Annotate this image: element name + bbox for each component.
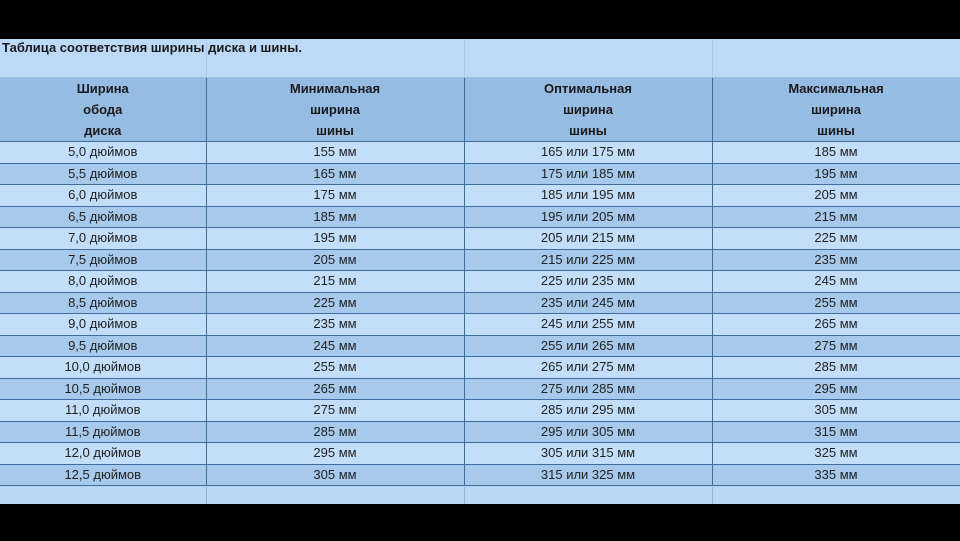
- empty-row: [0, 487, 960, 504]
- cell-max-width: 285 мм: [712, 357, 960, 379]
- table-row: [0, 206, 960, 228]
- table-row: [0, 271, 960, 293]
- title-row: [0, 39, 960, 78]
- cell-min-width: 235 мм: [206, 314, 464, 336]
- cell-optimal-width: 215 или 225 мм: [464, 249, 712, 271]
- cell-optimal-width: 235 или 245 мм: [464, 292, 712, 314]
- cell-rim-width: 11,0 дюймов: [0, 400, 206, 422]
- header-optimal-tire-width: Оптимальная ширина шины: [464, 78, 712, 142]
- header-row: [0, 78, 960, 142]
- table-row: [0, 228, 960, 250]
- cell-max-width: 225 мм: [712, 228, 960, 250]
- cell-rim-width: 9,0 дюймов: [0, 314, 206, 336]
- cell-min-width: 295 мм: [206, 443, 464, 465]
- cell-optimal-width: 205 или 215 мм: [464, 228, 712, 250]
- cell-rim-width: 7,5 дюймов: [0, 249, 206, 271]
- cell-min-width: 155 мм: [206, 142, 464, 164]
- table-row: [0, 142, 960, 164]
- header-min-tire-width: Минимальная ширина шины: [206, 78, 464, 142]
- table-row: [0, 292, 960, 314]
- cell-max-width: 215 мм: [712, 206, 960, 228]
- cell-min-width: 165 мм: [206, 163, 464, 185]
- cell-min-width: 275 мм: [206, 400, 464, 422]
- cell-max-width: 315 мм: [712, 421, 960, 443]
- cell-min-width: 175 мм: [206, 185, 464, 207]
- table-row: [0, 249, 960, 271]
- spreadsheet-area: [0, 39, 960, 504]
- header-rim-width: Ширина обода диска: [0, 78, 206, 142]
- cell-rim-width: 8,0 дюймов: [0, 271, 206, 293]
- cell-max-width: 335 мм: [712, 464, 960, 486]
- cell-rim-width: 8,5 дюймов: [0, 292, 206, 314]
- cell-min-width: 265 мм: [206, 378, 464, 400]
- cell-optimal-width: 265 или 275 мм: [464, 357, 712, 379]
- cell-optimal-width: 225 или 235 мм: [464, 271, 712, 293]
- cell-rim-width: 5,5 дюймов: [0, 163, 206, 185]
- header-max-tire-width: Максимальная ширина шины: [712, 78, 960, 142]
- cell-min-width: 205 мм: [206, 249, 464, 271]
- cell-optimal-width: 165 или 175 мм: [464, 142, 712, 164]
- table-row: [0, 400, 960, 422]
- cell-rim-width: 10,0 дюймов: [0, 357, 206, 379]
- table-row: [0, 357, 960, 379]
- grid-line: [464, 39, 465, 77]
- cell-min-width: 285 мм: [206, 421, 464, 443]
- cell-optimal-width: 285 или 295 мм: [464, 400, 712, 422]
- table-row: [0, 464, 960, 486]
- table-row: [0, 421, 960, 443]
- cell-rim-width: 6,0 дюймов: [0, 185, 206, 207]
- cell-optimal-width: 185 или 195 мм: [464, 185, 712, 207]
- table-row: [0, 443, 960, 465]
- cell-rim-width: 10,5 дюймов: [0, 378, 206, 400]
- table-title: Таблица соответствия ширины диска и шины.: [2, 40, 302, 55]
- cell-min-width: 225 мм: [206, 292, 464, 314]
- cell-max-width: 295 мм: [712, 378, 960, 400]
- cell-max-width: 305 мм: [712, 400, 960, 422]
- cell-min-width: 245 мм: [206, 335, 464, 357]
- table-row: [0, 378, 960, 400]
- cell-max-width: 245 мм: [712, 271, 960, 293]
- cell-max-width: 235 мм: [712, 249, 960, 271]
- cell-optimal-width: 245 или 255 мм: [464, 314, 712, 336]
- cell-min-width: 255 мм: [206, 357, 464, 379]
- grid-line: [712, 39, 713, 77]
- table-row: [0, 335, 960, 357]
- cell-max-width: 265 мм: [712, 314, 960, 336]
- cell-optimal-width: 305 или 315 мм: [464, 443, 712, 465]
- cell-max-width: 185 мм: [712, 142, 960, 164]
- cell-rim-width: 11,5 дюймов: [0, 421, 206, 443]
- cell-min-width: 215 мм: [206, 271, 464, 293]
- cell-max-width: 255 мм: [712, 292, 960, 314]
- grid-line: [206, 487, 207, 504]
- cell-rim-width: 12,5 дюймов: [0, 464, 206, 486]
- cell-rim-width: 6,5 дюймов: [0, 206, 206, 228]
- cell-optimal-width: 175 или 185 мм: [464, 163, 712, 185]
- cell-max-width: 205 мм: [712, 185, 960, 207]
- cell-max-width: 275 мм: [712, 335, 960, 357]
- cell-rim-width: 5,0 дюймов: [0, 142, 206, 164]
- cell-optimal-width: 195 или 205 мм: [464, 206, 712, 228]
- table-row: [0, 314, 960, 336]
- grid-line: [712, 487, 713, 504]
- cell-rim-width: 9,5 дюймов: [0, 335, 206, 357]
- cell-min-width: 185 мм: [206, 206, 464, 228]
- cell-optimal-width: 275 или 285 мм: [464, 378, 712, 400]
- cell-max-width: 325 мм: [712, 443, 960, 465]
- cell-min-width: 305 мм: [206, 464, 464, 486]
- table-row: [0, 185, 960, 207]
- cell-rim-width: 7,0 дюймов: [0, 228, 206, 250]
- rim-tire-width-table: [0, 78, 960, 486]
- cell-rim-width: 12,0 дюймов: [0, 443, 206, 465]
- cell-optimal-width: 295 или 305 мм: [464, 421, 712, 443]
- cell-optimal-width: 315 или 325 мм: [464, 464, 712, 486]
- grid-line: [464, 487, 465, 504]
- cell-optimal-width: 255 или 265 мм: [464, 335, 712, 357]
- cell-max-width: 195 мм: [712, 163, 960, 185]
- cell-min-width: 195 мм: [206, 228, 464, 250]
- table-row: [0, 163, 960, 185]
